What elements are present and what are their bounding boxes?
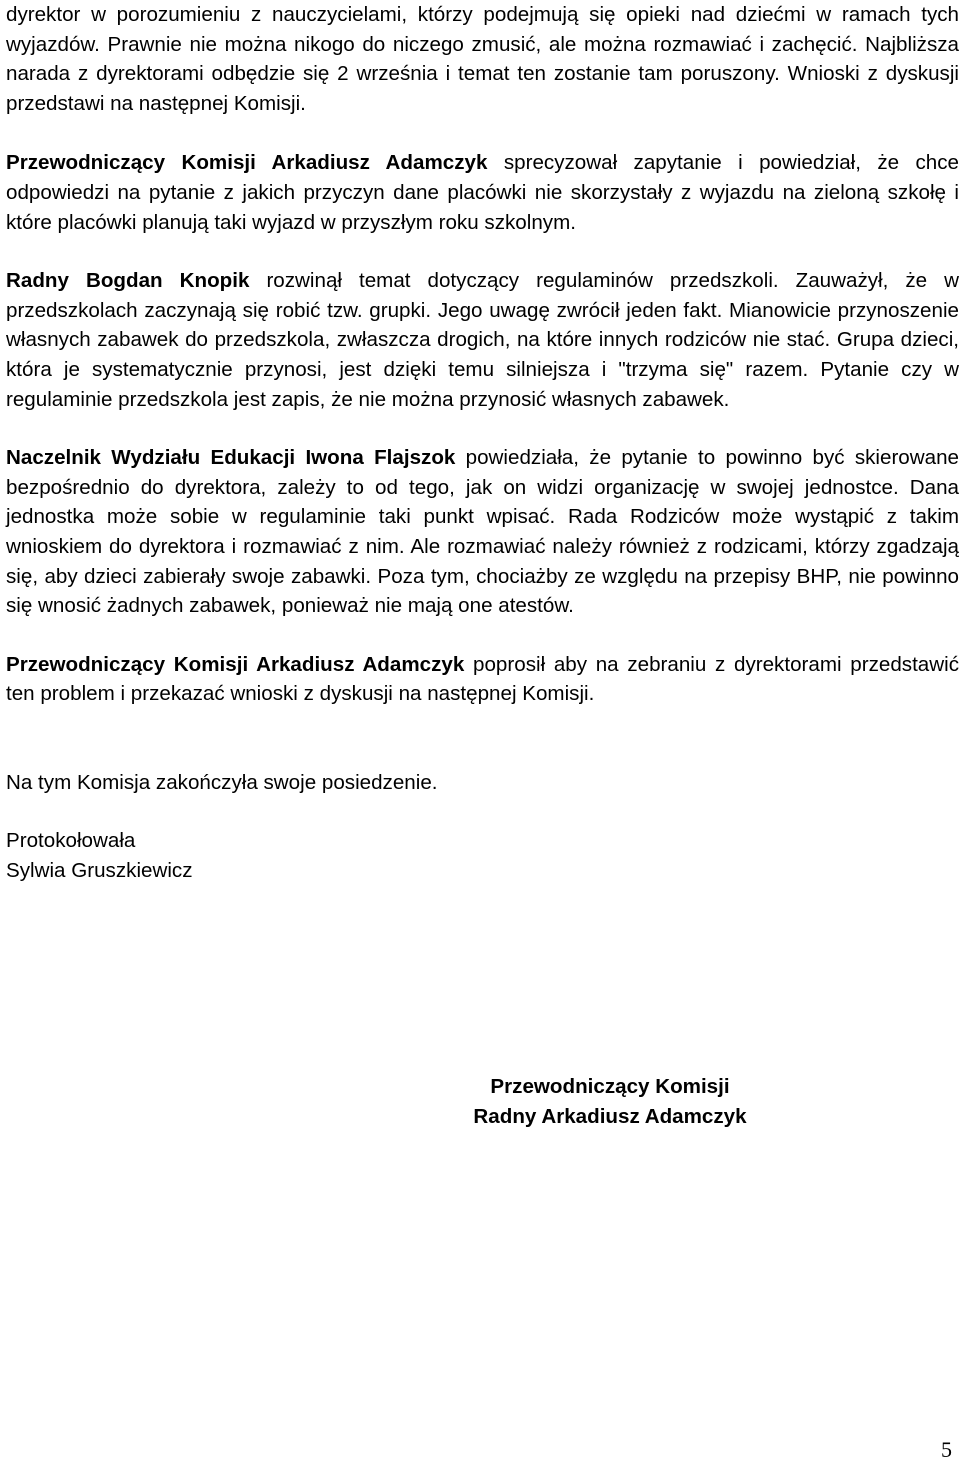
paragraph-5 xyxy=(6,650,959,709)
paragraph-1: dyrektor w porozumieniu z nauczycielami, którzy podejmują się opieki nad dziećmi w ramach tych wyjazdów. Prawnie nie można nikogo do niczego zmusić, ale można rozmawiać i zachęcić. Najbliższa narada z dyrektorami odbędzie się 2 września i temat ten zostanie tam poruszony. Wnioski z dyskusji przedstawi na następnej Komisji. xyxy=(6,3,959,115)
paragraph-3 xyxy=(6,266,959,414)
recorder-name: Sylwia Gruszkiewicz xyxy=(6,859,193,883)
document-page xyxy=(6,0,959,886)
paragraph-4 xyxy=(6,443,959,621)
paragraph-2 xyxy=(6,148,959,237)
paragraph-text: sprecyzował zapytanie i powiedział, że chce odpowiedzi na pytanie z jakich przyczyn dane placówki nie skorzystały z wyjazdu na zieloną szkołę i które placówki planują taki wyjazd w przyszłym roku szkolnym. xyxy=(6,151,959,234)
page-number: 5 xyxy=(941,1437,952,1462)
paragraph-text: rozwinął temat dotyczący regulaminów przedszkoli. Zauważył, że w przedszkolach zaczynają się robić tzw. grupki. Jego uwagę zwrócił jeden fakt. Mianowicie przynoszenie własnych zabawek do przedszkola, zwłaszcza drogich, na które innych rodziców nie stać. Grupa dzieci, która je systematycznie przynosi, jest dzięki temu silniejsza i "trzyma się" razem. Pytanie czy w regulaminie przedszkola jest zapis, że nie można przynosić własnych zabawek. xyxy=(6,269,959,411)
signature-title: Przewodniczący Komisji xyxy=(490,1075,730,1098)
signature-block xyxy=(440,1072,780,1131)
speaker-name: Naczelnik Wydziału Edukacji Iwona Flajszok xyxy=(6,446,456,470)
paragraph-text: powiedziała, że pytanie to powinno być skierowane bezpośrednio do dyrektora, zależy to od tego, jak on widzi organizację w swojej jednostce. Dana jednostka może sobie w regulaminie taki punkt wpisać. Rada Rodziców może wystąpić z takim wnioskiem do dyrektora i rozmawiać z nim. Ale rozmawiać należy również z rodzicami, którzy zgadzają się, aby dzieci zabierały swoje zabawki. Poza tym, chociażby ze względu na przepisy BHP, nie powinno się wnosić żadnych zabawek, ponieważ nie mają one atestów. xyxy=(6,446,959,618)
closing-statement: Na tym Komisja zakończyła swoje posiedzenie. xyxy=(6,770,438,794)
recorder-role: Protokołowała xyxy=(6,829,136,853)
signature-name: Radny Arkadiusz Adamczyk xyxy=(473,1104,747,1128)
speaker-name: Przewodniczący Komisji Arkadiusz Adamczyk xyxy=(6,652,465,676)
speaker-name: Przewodniczący Komisji Arkadiusz Adamczyk xyxy=(6,151,488,175)
paragraph-text: poprosił aby na zebraniu z dyrektorami przedstawić ten problem i przekazać wnioski z dyskusji na następnej Komisji. xyxy=(6,652,959,706)
speaker-name: Radny Bogdan Knopik xyxy=(6,269,250,293)
